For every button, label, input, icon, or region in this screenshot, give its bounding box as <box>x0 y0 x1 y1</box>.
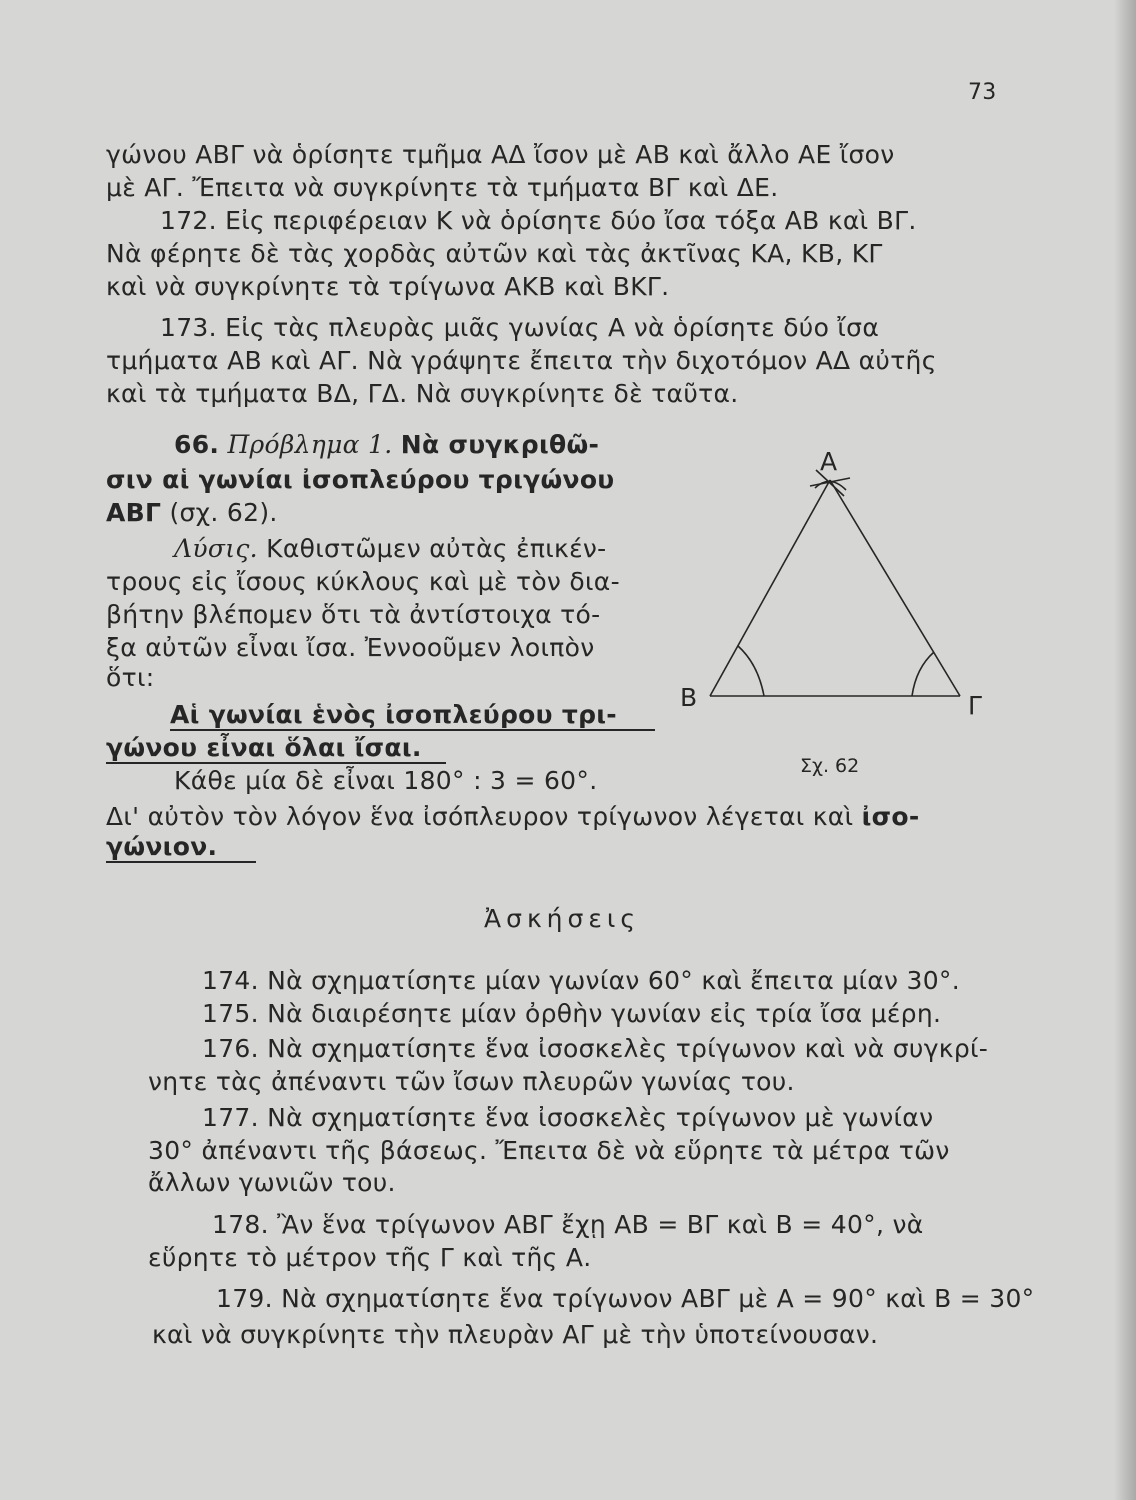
solution-label: Λύσις. <box>174 534 258 563</box>
text-line: Νὰ φέρητε δὲ τὰς χορδὰς αὐτῶν καὶ τὰς ἀκτῖνας ΚΑ, ΚΒ, ΚΓ <box>106 239 883 268</box>
exercise-174: 174. Νὰ σχηματίσητε μίαν γωνίαν 60° καὶ ἔπειτα μίαν 30°. <box>202 966 960 995</box>
text-line: τμήματα ΑΒ καὶ ΑΓ. Νὰ γράψητε ἔπειτα τὴν διχοτόμον ΑΔ αὐτῆς <box>106 346 937 375</box>
solution-line: τρους εἰς ἴσους κύκλους καὶ μὲ τὸν δια- <box>106 567 620 596</box>
exercises-heading: Ἀσκήσεις <box>484 904 641 933</box>
vertex-g-label: Γ <box>968 691 982 720</box>
vertex-b-label: Β <box>680 683 698 712</box>
solution-line: Λύσις. Καθιστῶμεν αὐτὰς ἐπικέν- <box>174 534 607 563</box>
problem-title-line: σιν αἱ γωνίαι ἰσοπλεύρου τριγώνου <box>106 465 615 494</box>
figure-62 <box>660 440 1020 780</box>
side-ab <box>710 480 830 696</box>
problem-heading <box>174 430 599 459</box>
text-line: νητε τὰς ἀπέναντι τῶν ἴσων πλευρῶν γωνίας του. <box>148 1067 795 1096</box>
text-line: εὕρητε τὸ μέτρον τῆς Γ καὶ τῆς Α. <box>148 1243 592 1272</box>
text-line: καὶ νὰ συγκρίνητε τὴν πλευρὰν ΑΓ μὲ τὴν ὑποτείνουσαν. <box>152 1320 879 1349</box>
page-number: 73 <box>968 80 997 105</box>
solution-line: ὅτι: <box>106 663 155 692</box>
rule-line: Αἱ γωνίαι ἑνὸς ἰσοπλεύρου τρι- <box>170 700 655 731</box>
vertex-a-label: Α <box>820 447 838 476</box>
text-line: 30° ἀπέναντι τῆς βάσεως. Ἔπειτα δὲ νὰ εὕρητε τὰ μέτρα τῶν <box>148 1136 950 1165</box>
exercise-176: 176. Νὰ σχηματίσητε ἕνα ἰσοσκελὲς τρίγωνον καὶ νὰ συγκρί- <box>202 1034 989 1063</box>
text-line: ἄλλων γωνιῶν του. <box>148 1168 396 1197</box>
solution-line: ξα αὐτῶν εἶναι ἴσα. Ἐννοοῦμεν λοιπὸν <box>106 633 595 662</box>
text-line: καὶ νὰ συγκρίνητε τὰ τρίγωνα ΑΚΒ καὶ ΒΚΓ. <box>106 272 670 301</box>
exercise-179: 179. Νὰ σχηματίσητε ἕνα τρίγωνον ΑΒΓ μὲ Α = 90° καὶ Β = 30° <box>216 1284 1035 1313</box>
text-line: γώνου ΑΒΓ νὰ ὁρίσητε τμῆμα ΑΔ ἴσον μὲ ΑΒ καὶ ἄλλο ΑΕ ἴσον <box>106 140 895 169</box>
arc-angle-b <box>738 646 764 696</box>
page-edge-shadow <box>1114 0 1136 1500</box>
exercise-175: 175. Νὰ διαιρέσητε μίαν ὀρθὴν γωνίαν εἰς τρία ἴσα μέρη. <box>202 999 942 1028</box>
problem-title: Νὰ συγκριθῶ- <box>400 430 600 459</box>
problem-number: 66. <box>174 430 220 459</box>
side-ag <box>830 480 960 696</box>
exercise-178: 178. Ἂν ἕνα τρίγωνον ΑΒΓ ἔχῃ ΑΒ = ΒΓ καὶ Β = 40°, νὰ <box>212 1210 924 1239</box>
arc-angle-g <box>912 652 934 696</box>
problem-title-line: ΑΒΓ (σχ. 62). <box>106 498 278 527</box>
reason-line: γώνιον. <box>106 832 256 863</box>
angle-value-line: Κάθε μία δὲ εἶναι 180° : 3 = 60°. <box>174 766 598 795</box>
problem-label: Πρόβλημα 1. <box>227 430 393 459</box>
exercise-177: 177. Νὰ σχηματίσητε ἕνα ἰσοσκελὲς τρίγωνον μὲ γωνίαν <box>202 1103 934 1132</box>
text-line: καὶ τὰ τμήματα ΒΔ, ΓΔ. Νὰ συγκρίνητε δὲ ταῦτα. <box>106 379 739 408</box>
figure-caption: Σχ. 62 <box>800 755 860 777</box>
rule-line: γώνου εἶναι ὅλαι ἴσαι. <box>106 733 446 764</box>
text-line: μὲ ΑΓ. Ἔπειτα νὰ συγκρίνητε τὰ τμήματα ΒΓ καὶ ΔΕ. <box>106 173 779 202</box>
solution-line: βήτην βλέπομεν ὅτι τὰ ἀντίστοιχα τό- <box>106 600 601 629</box>
exercise-173: 173. Εἰς τὰς πλευρὰς μιᾶς γωνίας Α νὰ ὁρίσητε δύο ἴσα <box>160 313 880 342</box>
reason-line: Δι' αὐτὸν τὸν λόγον ἕνα ἰσόπλευρον τρίγωνον λέγεται καὶ ἰσο- <box>106 802 920 831</box>
exercise-172: 172. Εἰς περιφέρειαν Κ νὰ ὁρίσητε δύο ἴσα τόξα ΑΒ καὶ ΒΓ. <box>160 206 917 235</box>
